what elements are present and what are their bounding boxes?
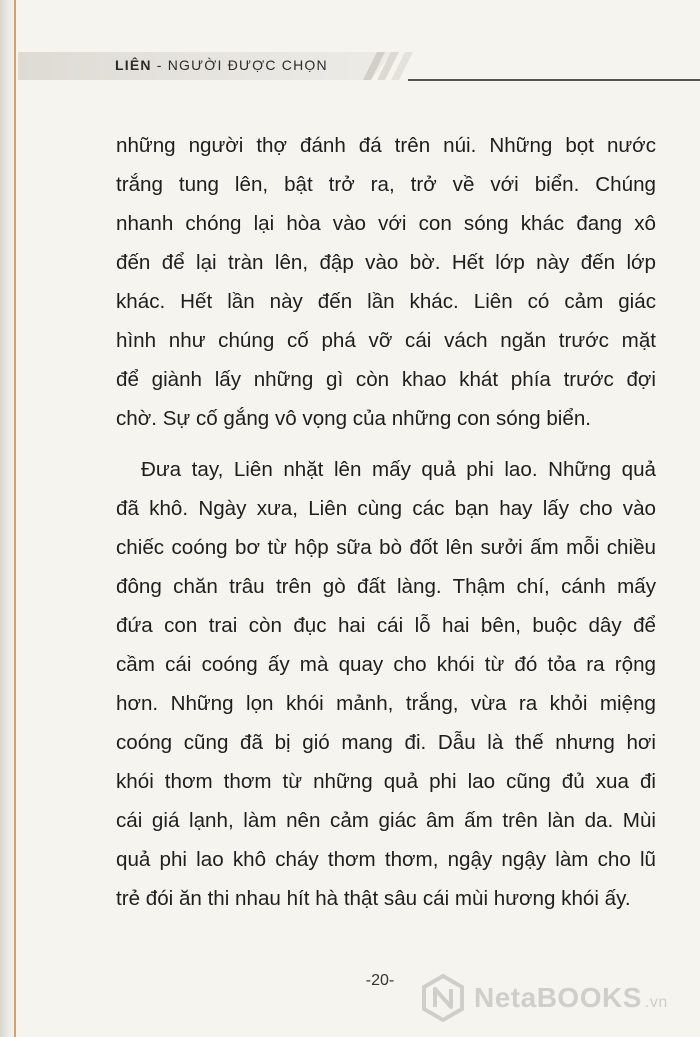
watermark-text bbox=[474, 982, 668, 1014]
text-line: quả phi lao khô cháy thơm thơm, ngậy ngậy làm cho lũ bbox=[116, 848, 656, 871]
text-line: trắng tung lên, bật trở ra, trở về với biển. Chúng bbox=[116, 173, 656, 196]
watermark bbox=[418, 972, 693, 1024]
text-line: đứa con trai còn đục hai cái lỗ hai bên, buộc dây để bbox=[116, 614, 656, 637]
page-number: -20- bbox=[365, 972, 395, 989]
paragraph-1 bbox=[116, 126, 656, 438]
watermark-suffix: .vn bbox=[644, 994, 668, 1011]
text-line: cầm cái coóng ấy mà quay cho khói từ đó tỏa ra rộng bbox=[116, 653, 656, 676]
header-title bbox=[115, 57, 328, 73]
paragraph-2 bbox=[116, 450, 656, 918]
text-line: nhanh chóng lại hòa vào với con sóng khác đang xô bbox=[116, 212, 656, 235]
text-line: chiếc coóng bơ từ hộp sữa bò đốt lên sưởi ấm mỗi chiều bbox=[116, 536, 656, 559]
body-text bbox=[116, 126, 656, 918]
text-line: khác. Hết lần này đến lần khác. Liên có cảm giác bbox=[116, 290, 656, 313]
text-line: những người thợ đánh đá trên núi. Những bọt nước bbox=[116, 134, 656, 157]
text-line: Đưa tay, Liên nhặt lên mấy quả phi lao. Những quả bbox=[141, 458, 656, 481]
spine-edge bbox=[14, 0, 16, 1037]
text-line: đã khô. Ngày xưa, Liên cùng các bạn hay lấy cho vào bbox=[116, 497, 656, 520]
header-subtitle: NGƯỜI ĐƯỢC CHỌN bbox=[167, 57, 328, 73]
netabooks-logo-icon bbox=[418, 973, 468, 1023]
text-line: khói thơm thơm từ những quả phi lao cũng đủ xua đi bbox=[116, 770, 656, 793]
text-line: chờ. Sự cố gắng vô vọng của những con sóng biển. bbox=[116, 407, 592, 430]
text-line: cái giá lạnh, làm nên cảm giác âm ấm trên làn da. Mùi bbox=[116, 809, 656, 832]
text-line: hình như chúng cố phá vỡ cái vách ngăn trước mặt bbox=[116, 329, 656, 352]
header-rule bbox=[408, 79, 700, 81]
running-header bbox=[18, 52, 700, 86]
text-line: để giành lấy những gì còn khao khát phía trước đợi bbox=[116, 368, 656, 391]
text-line: coóng cũng đã bị gió mang đi. Dẫu là thế nhưng hơi bbox=[116, 731, 656, 754]
text-line: đông chăn trâu trên gò đất làng. Thậm chí, cánh mấy bbox=[116, 575, 656, 598]
header-book-name: LIÊN bbox=[115, 57, 152, 73]
watermark-brand: NetaBOOKS bbox=[474, 982, 642, 1013]
text-line: trẻ đói ăn thi nhau hít hà thật sâu cái mùi hương khói ấy. bbox=[116, 887, 631, 910]
header-stripes-decoration bbox=[363, 52, 423, 80]
header-separator: - bbox=[151, 57, 168, 73]
text-line: hơn. Những lọn khói mảnh, trắng, vừa ra khỏi miệng bbox=[116, 692, 656, 715]
text-line: đến để lại tràn lên, đập vào bờ. Hết lớp này đến lớp bbox=[116, 251, 656, 274]
